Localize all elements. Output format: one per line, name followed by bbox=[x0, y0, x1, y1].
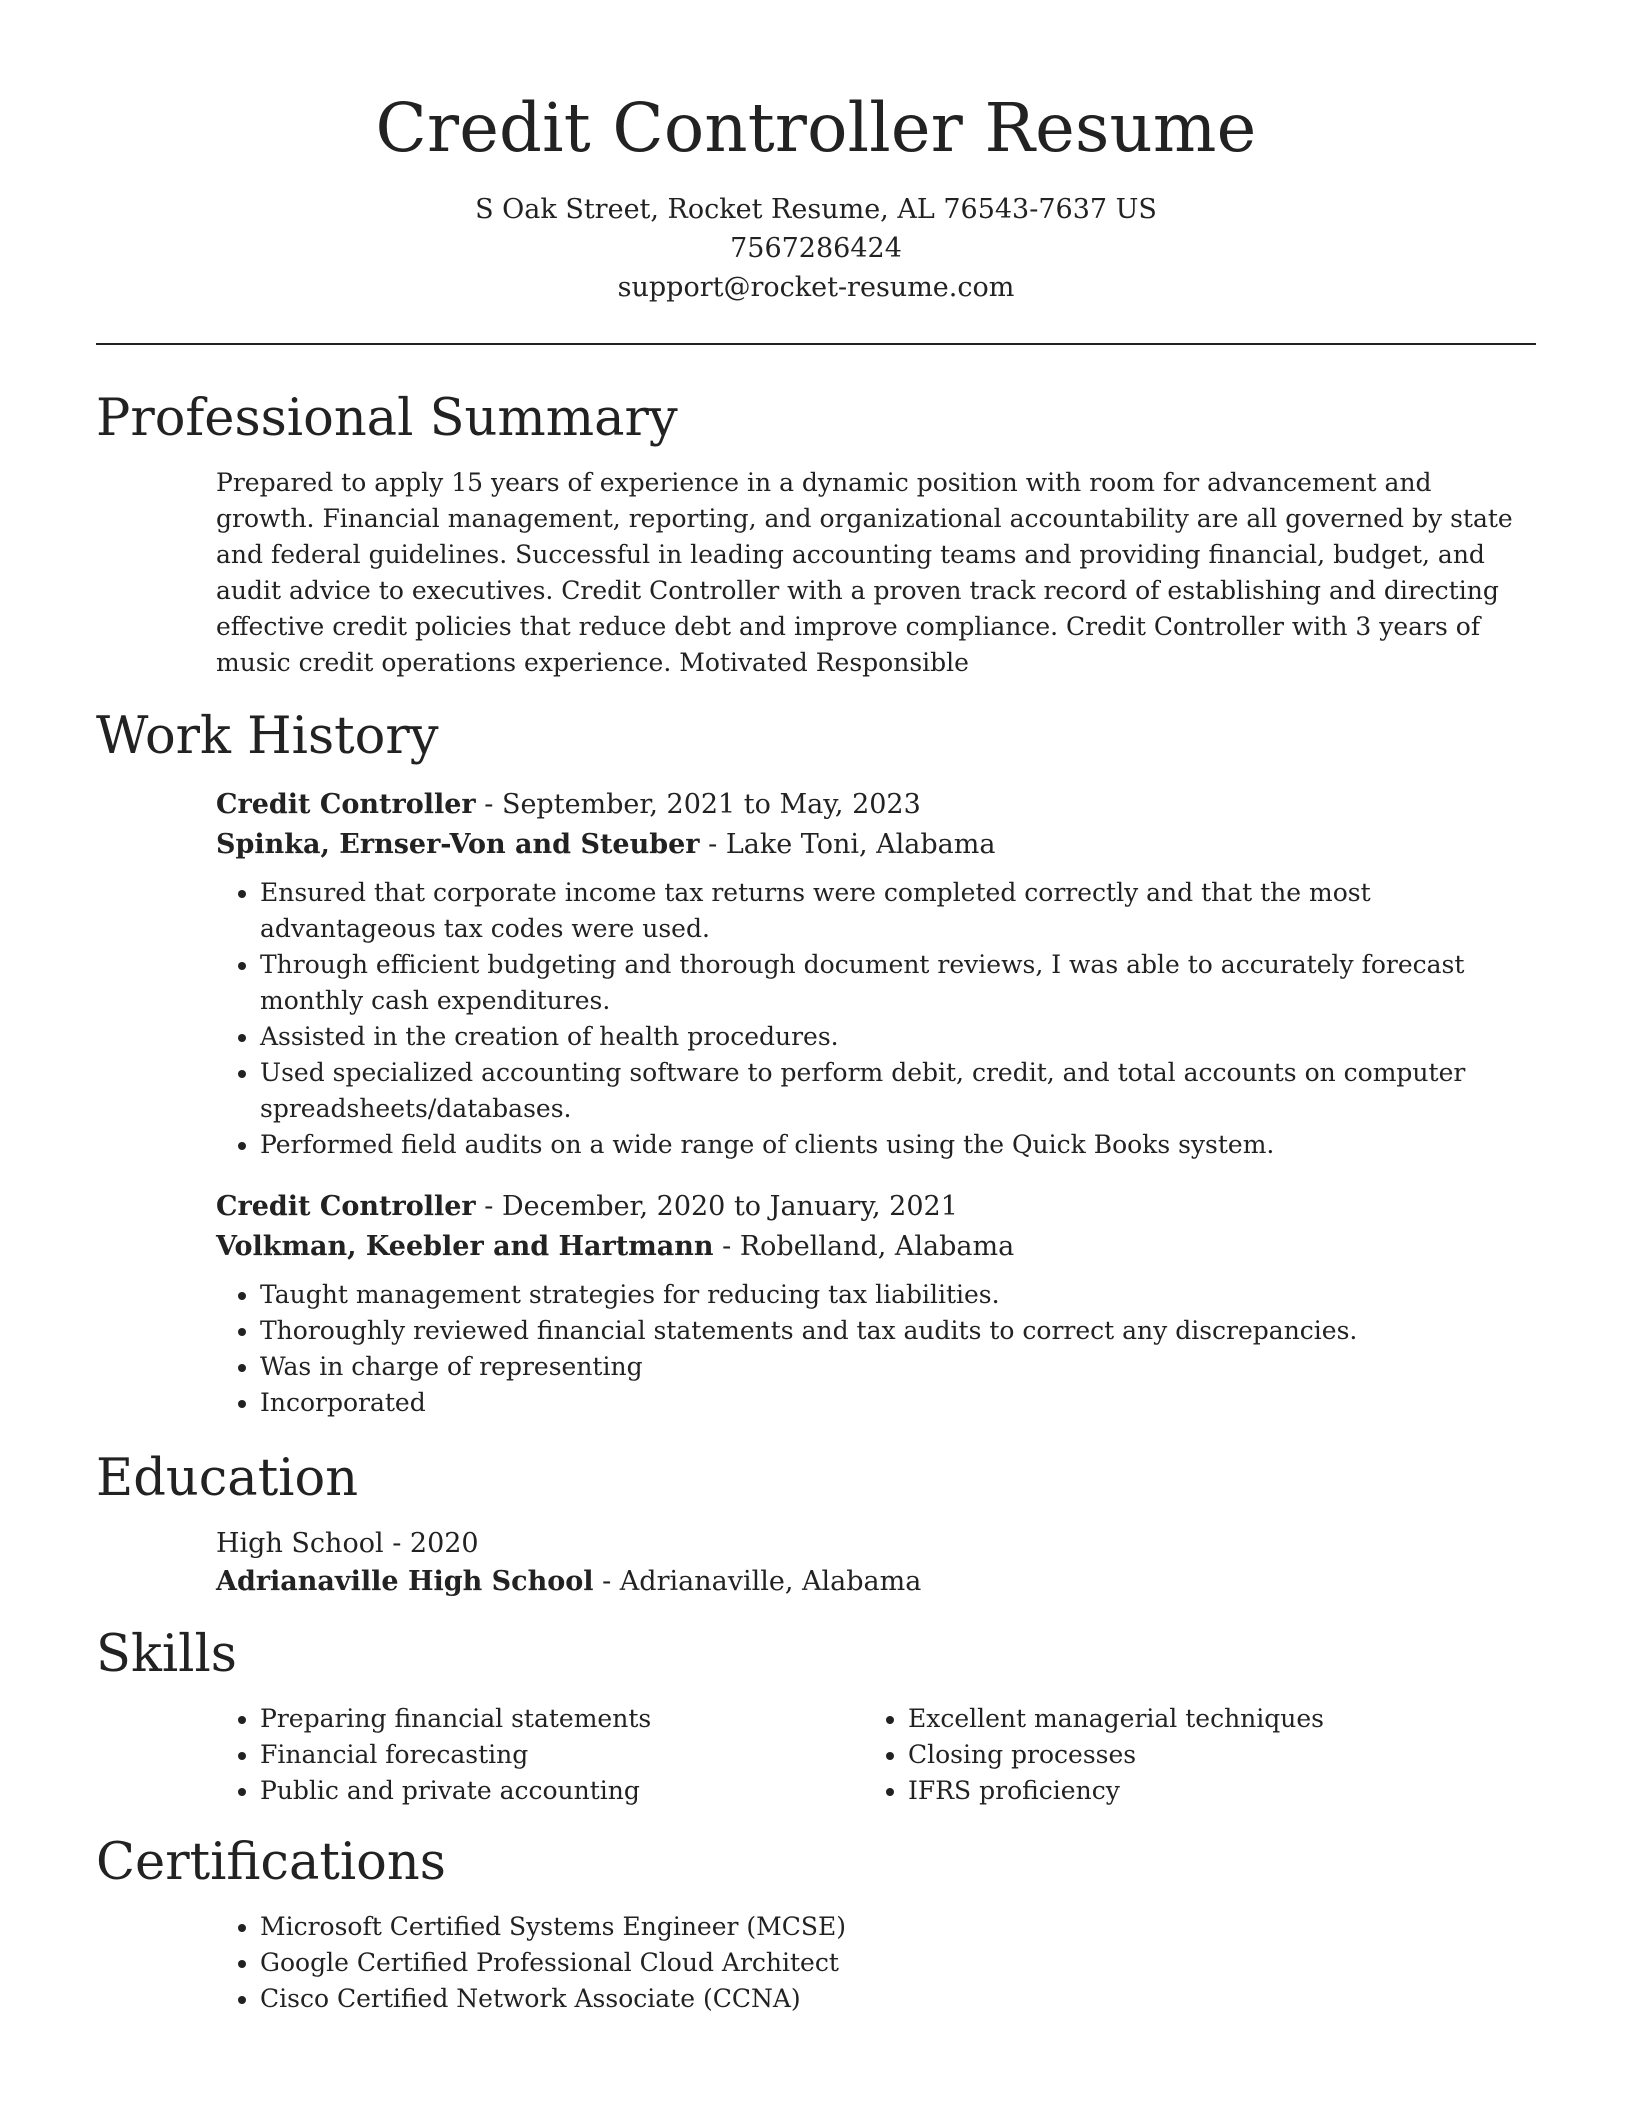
skills-grid bbox=[216, 1701, 1536, 1809]
skill-item: • Excellent managerial techniques bbox=[908, 1701, 1512, 1737]
contact-phone: 7567286424 bbox=[730, 233, 902, 264]
job-title-line bbox=[216, 1187, 1536, 1227]
job-entry bbox=[216, 785, 1536, 1163]
education-degree-line bbox=[216, 1525, 1536, 1563]
job-location: - Robelland, Alabama bbox=[722, 1231, 1015, 1262]
job-bullet: • Ensured that corporate income tax returns were completed correctly and that the most advantageous tax codes were used. bbox=[260, 875, 1536, 947]
certifications-section bbox=[96, 1831, 1536, 2017]
skill-item: • Financial forecasting bbox=[260, 1737, 864, 1773]
job-company-line bbox=[216, 825, 1536, 865]
skills-column-right bbox=[864, 1701, 1512, 1809]
job-bullet: • Used specialized accounting software to perform debit, credit, and total accounts on computer spreadsheets/databases. bbox=[260, 1055, 1536, 1127]
education-heading: Education bbox=[96, 1449, 359, 1508]
education-location: - Adrianaville, Alabama bbox=[602, 1566, 922, 1597]
job-bullet: • Taught management strategies for reducing tax liabilities. bbox=[260, 1277, 1536, 1313]
contact-email: support@rocket-resume.com bbox=[617, 272, 1015, 303]
contact-info bbox=[96, 190, 1536, 307]
skill-item: • Public and private accounting bbox=[260, 1773, 864, 1809]
certifications-list bbox=[216, 1909, 1536, 2017]
resume-header bbox=[96, 0, 1536, 307]
job-company: Volkman, Keebler and Hartmann bbox=[216, 1231, 714, 1262]
job-bullet: • Was in charge of representing bbox=[260, 1349, 1536, 1385]
education-school: Adrianaville High School bbox=[216, 1566, 594, 1597]
work-history-section bbox=[96, 705, 1536, 1421]
resume-page bbox=[96, 0, 1536, 2017]
job-dates: - September, 2021 to May, 2023 bbox=[484, 789, 921, 820]
resume-title: Credit Controller Resume bbox=[375, 89, 1257, 167]
job-bullet: • Through efficient budgeting and thorough document reviews, I was able to accurately forecast monthly cash expenditures. bbox=[260, 947, 1536, 1019]
education-year: - 2020 bbox=[392, 1528, 479, 1559]
job-bullet: • Thoroughly reviewed financial statements and tax audits to correct any discrepancies. bbox=[260, 1313, 1536, 1349]
job-company: Spinka, Ernser-Von and Steuber bbox=[216, 829, 700, 860]
education-school-line bbox=[216, 1563, 1536, 1601]
certification-item: • Google Certified Professional Cloud Architect bbox=[260, 1945, 1536, 1981]
summary-heading: Professional Summary bbox=[96, 389, 678, 448]
job-location: - Lake Toni, Alabama bbox=[708, 829, 996, 860]
skills-section bbox=[96, 1623, 1536, 1809]
job-bullet: • Assisted in the creation of health procedures. bbox=[260, 1019, 1536, 1055]
skills-column-left bbox=[216, 1701, 864, 1809]
job-company-line bbox=[216, 1227, 1536, 1267]
education-degree: High School bbox=[216, 1528, 384, 1559]
skill-item: • Closing processes bbox=[908, 1737, 1512, 1773]
job-title: Credit Controller bbox=[216, 789, 476, 820]
skill-item: • IFRS proficiency bbox=[908, 1773, 1512, 1809]
certification-item: • Cisco Certified Network Associate (CCNA) bbox=[260, 1981, 1536, 2017]
job-bullet: • Incorporated bbox=[260, 1385, 1536, 1421]
job-bullets bbox=[216, 875, 1536, 1163]
job-dates: - December, 2020 to January, 2021 bbox=[484, 1191, 958, 1222]
certifications-heading: Certifications bbox=[96, 1833, 446, 1892]
summary-text: Prepared to apply 15 years of experience in a dynamic position with room for advancement and growth. Financial management, reporting, and organizational accountability are all governed by state and federal guidelines. Successful in leading accounting teams and providing financial, budget, and audit advice to executives. Credit Controller with a proven track record of establishing and directing effective credit policies that reduce debt and improve compliance. Credit Controller with 3 years of music credit operations experience. Motivated Responsible bbox=[216, 468, 1513, 677]
job-title: Credit Controller bbox=[216, 1191, 476, 1222]
summary-section bbox=[96, 387, 1536, 681]
job-entry bbox=[216, 1187, 1536, 1421]
header-divider bbox=[96, 343, 1536, 345]
skills-heading: Skills bbox=[96, 1625, 237, 1684]
certification-item: • Microsoft Certified Systems Engineer (MCSE) bbox=[260, 1909, 1536, 1945]
education-section bbox=[96, 1447, 1536, 1601]
job-bullet: • Performed field audits on a wide range of clients using the Quick Books system. bbox=[260, 1127, 1536, 1163]
work-history-heading: Work History bbox=[96, 707, 439, 766]
skill-item: • Preparing financial statements bbox=[260, 1701, 864, 1737]
contact-address: S Oak Street, Rocket Resume, AL 76543-7637 US bbox=[475, 194, 1157, 225]
job-bullets bbox=[216, 1277, 1536, 1421]
job-title-line bbox=[216, 785, 1536, 825]
